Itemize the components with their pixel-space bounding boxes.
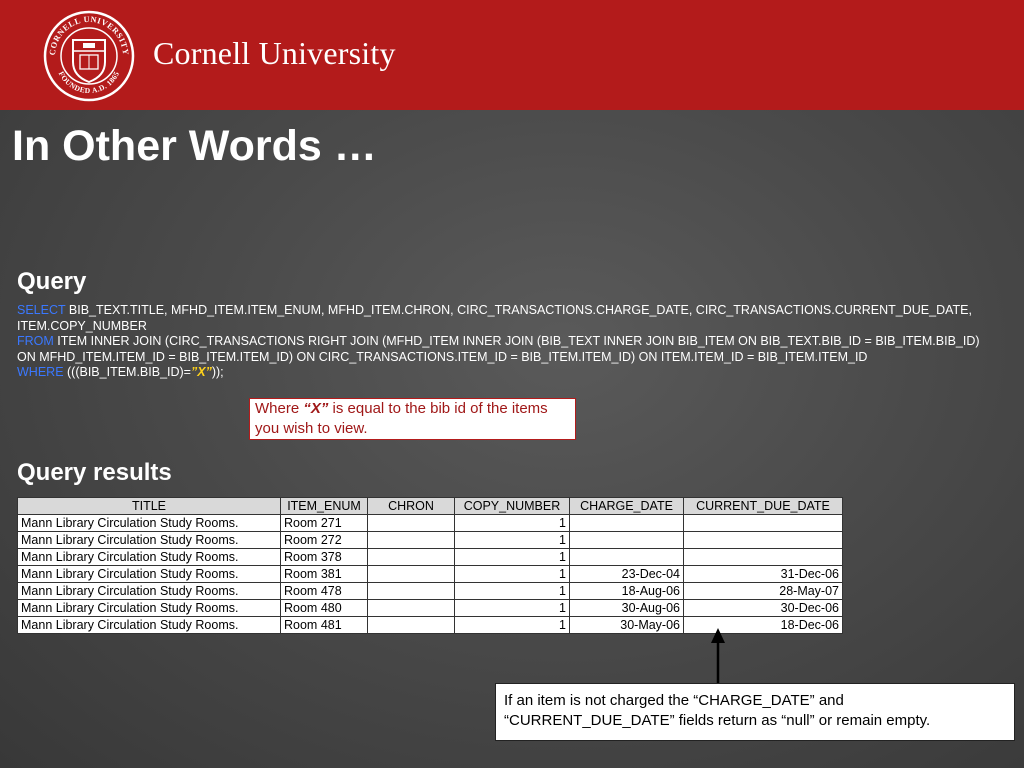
- column-header: CHARGE_DATE: [570, 498, 684, 515]
- title-cell: Mann Library Circulation Study Rooms.: [18, 600, 281, 617]
- current-due-date-cell: [684, 515, 843, 532]
- copy-number-cell: 1: [455, 532, 570, 549]
- item-enum-cell: Room 378: [281, 549, 368, 566]
- charge-date-cell: 23-Dec-04: [570, 566, 684, 583]
- item-enum-cell: Room 478: [281, 583, 368, 600]
- header-banner: [0, 0, 1024, 110]
- table-row: [18, 549, 843, 566]
- title-cell: Mann Library Circulation Study Rooms.: [18, 617, 281, 634]
- chron-cell: [368, 617, 455, 634]
- sql-where-line: [17, 365, 997, 381]
- where-note-prefix: Where: [255, 400, 304, 417]
- column-header: ITEM_ENUM: [281, 498, 368, 515]
- table-row: [18, 515, 843, 532]
- select-clause: BIB_TEXT.TITLE, MFHD_ITEM.ITEM_ENUM, MFHD_ITEM.CHRON, CIRC_TRANSACTIONS.CHARGE_DATE, CIRC_TRANSACTIONS.CURRENT_DUE_DATE, ITEM.COPY_NUMBER: [17, 303, 972, 333]
- current-due-date-cell: 18-Dec-06: [684, 617, 843, 634]
- title-cell: Mann Library Circulation Study Rooms.: [18, 549, 281, 566]
- charge-date-cell: [570, 532, 684, 549]
- chron-cell: [368, 532, 455, 549]
- copy-number-cell: 1: [455, 600, 570, 617]
- table-row: [18, 532, 843, 549]
- copy-number-cell: 1: [455, 583, 570, 600]
- svg-text:FOUNDED A.D. 1865: FOUNDED A.D. 1865: [56, 69, 122, 96]
- cornell-seal-logo: [43, 10, 135, 102]
- charge-date-cell: 18-Aug-06: [570, 583, 684, 600]
- where-note-box: [249, 398, 576, 440]
- copy-number-cell: 1: [455, 549, 570, 566]
- charge-date-cell: [570, 549, 684, 566]
- item-enum-cell: Room 272: [281, 532, 368, 549]
- where-note-suffix: is equal to the bib id of the items you wish to view.: [255, 400, 548, 437]
- chron-cell: [368, 549, 455, 566]
- callout-note: If an item is not charged the “CHARGE_DATE” and “CURRENT_DUE_DATE” fields return as “null” or remain empty.: [495, 683, 1015, 741]
- table-header-row: [18, 498, 843, 515]
- item-enum-cell: Room 271: [281, 515, 368, 532]
- select-keyword: SELECT: [17, 303, 66, 317]
- title-cell: Mann Library Circulation Study Rooms.: [18, 583, 281, 600]
- from-clause: ITEM INNER JOIN (CIRC_TRANSACTIONS RIGHT JOIN (MFHD_ITEM INNER JOIN (BIB_TEXT INNER JOIN BIB_ITEM ON BIB_TEXT.BIB_ID = BIB_ITEM.BIB_ID) ON MFHD_ITEM.ITEM_ID = BIB_ITEM.ITEM_ID) ON CIRC_TRANSACTIONS.ITEM_ID = BIB_ITEM.ITEM_ID) ON ITEM.ITEM_ID = BIB_ITEM.ITEM_ID: [17, 334, 980, 364]
- sql-query: [17, 303, 997, 381]
- from-keyword: FROM: [17, 334, 54, 349]
- column-header: CURRENT_DUE_DATE: [684, 498, 843, 515]
- query-heading: Query: [17, 268, 87, 295]
- column-header: TITLE: [18, 498, 281, 515]
- item-enum-cell: Room 481: [281, 617, 368, 634]
- table-row: [18, 600, 843, 617]
- query-results-heading: Query results: [17, 459, 172, 486]
- current-due-date-cell: [684, 549, 843, 566]
- chron-cell: [368, 583, 455, 600]
- charge-date-cell: 30-Aug-06: [570, 600, 684, 617]
- brand-wordmark: Cornell University: [153, 35, 396, 71]
- item-enum-cell: Room 381: [281, 566, 368, 583]
- copy-number-cell: 1: [455, 566, 570, 583]
- title-cell: Mann Library Circulation Study Rooms.: [18, 566, 281, 583]
- table-row: [18, 583, 843, 600]
- chron-cell: [368, 515, 455, 532]
- slide-title: In Other Words …: [12, 122, 377, 170]
- where-clause: (((BIB_ITEM.BIB_ID)=: [63, 365, 191, 380]
- table-row: [18, 566, 843, 583]
- chron-cell: [368, 600, 455, 617]
- current-due-date-cell: 28-May-07: [684, 583, 843, 600]
- where-end: ));: [211, 365, 224, 380]
- sql-from-line: [17, 334, 997, 365]
- sql-select-line: [17, 303, 997, 334]
- chron-cell: [368, 566, 455, 583]
- results-table: [17, 497, 843, 634]
- charge-date-cell: [570, 515, 684, 532]
- column-header: COPY_NUMBER: [455, 498, 570, 515]
- charge-date-cell: 30-May-06: [570, 617, 684, 634]
- svg-text:CORNELL UNIVERSITY: CORNELL UNIVERSITY: [47, 14, 131, 56]
- title-cell: Mann Library Circulation Study Rooms.: [18, 515, 281, 532]
- current-due-date-cell: 31-Dec-06: [684, 566, 843, 583]
- copy-number-cell: 1: [455, 515, 570, 532]
- column-header: CHRON: [368, 498, 455, 515]
- copy-number-cell: 1: [455, 617, 570, 634]
- current-due-date-cell: [684, 532, 843, 549]
- arrow-up-icon: [708, 628, 728, 684]
- item-enum-cell: Room 480: [281, 600, 368, 617]
- current-due-date-cell: 30-Dec-06: [684, 600, 843, 617]
- where-note-x: “X”: [303, 400, 329, 417]
- where-keyword: WHERE: [17, 365, 64, 380]
- title-cell: Mann Library Circulation Study Rooms.: [18, 532, 281, 549]
- where-value: ”X”: [191, 365, 212, 380]
